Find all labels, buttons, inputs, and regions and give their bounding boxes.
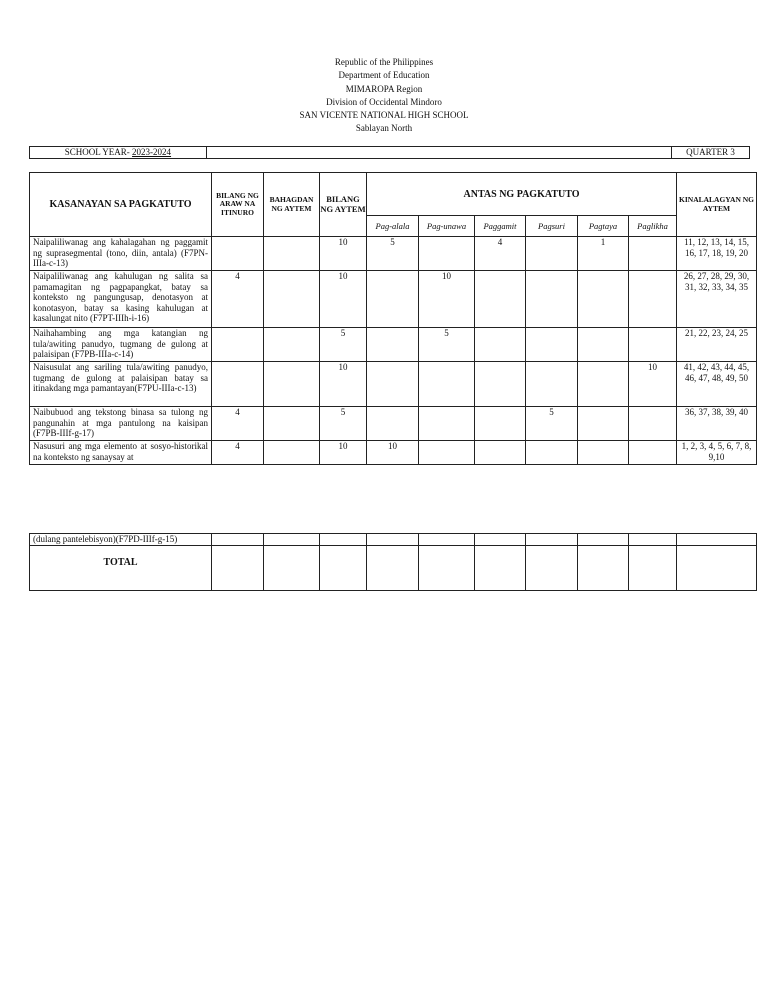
level-cell-pagsuri xyxy=(526,328,578,362)
level-cell-pagtaya xyxy=(578,407,629,441)
empty-cell xyxy=(320,534,367,546)
days-cell: 4 xyxy=(212,441,264,465)
header-line-deped: Department of Education xyxy=(338,70,430,81)
level-cell-pag-alala: 5 xyxy=(367,237,419,271)
level-cell-paglikha xyxy=(629,271,677,328)
level-cell-pag-unawa: 5 xyxy=(419,328,475,362)
items-cell: 5 xyxy=(320,328,367,362)
level-cell-pagsuri xyxy=(526,237,578,271)
level-cell-pagtaya xyxy=(578,362,629,407)
placement-cell: 1, 2, 3, 4, 5, 6, 7, 8, 9,10 xyxy=(677,441,757,465)
level-cell-pagsuri: 5 xyxy=(526,407,578,441)
table-row xyxy=(30,328,757,362)
total-level-cell xyxy=(419,545,475,590)
empty-cell xyxy=(264,534,320,546)
level-cell-paglikha: 10 xyxy=(629,362,677,407)
total-percent-cell xyxy=(264,545,320,590)
level-cell-paggamit xyxy=(475,407,526,441)
level-header-pagtaya: Pagtaya xyxy=(578,216,629,237)
empty-cell xyxy=(212,534,264,546)
empty-cell xyxy=(367,534,419,546)
level-cell-pag-unawa xyxy=(419,441,475,465)
col-header-percent: BAHAGDAN NG AYTEM xyxy=(264,173,320,237)
level-cell-paggamit xyxy=(475,441,526,465)
level-cell-paglikha xyxy=(629,407,677,441)
level-cell-pag-alala: 10 xyxy=(367,441,419,465)
competency-cell: Naihahambing ang mga katangian ng tula/awiting panudyo, tugmang de gulong at palaisipan (F7PB-IIIa-c-14) xyxy=(30,328,212,362)
school-year-label: SCHOOL YEAR- xyxy=(64,147,133,157)
table-continuation xyxy=(29,533,757,591)
empty-cell xyxy=(629,534,677,546)
header-line-republic: Republic of the Philippines xyxy=(334,57,434,67)
level-cell-paggamit xyxy=(475,328,526,362)
level-header-paggamit: Paggamit xyxy=(475,216,526,237)
total-level-cell xyxy=(367,545,419,590)
table-row xyxy=(30,271,757,328)
total-level-cell xyxy=(475,545,526,590)
quarter-cell: QUARTER 3 xyxy=(672,147,750,159)
level-cell-pagsuri xyxy=(526,441,578,465)
school-year-cell xyxy=(30,147,207,159)
table-row xyxy=(30,441,757,465)
table-row xyxy=(30,362,757,407)
percent-cell xyxy=(264,407,320,441)
level-cell-pagsuri xyxy=(526,271,578,328)
percent-cell xyxy=(264,328,320,362)
col-header-antas: ANTAS NG PAGKATUTO xyxy=(367,173,677,216)
level-header-pagsuri: Pagsuri xyxy=(526,216,578,237)
level-cell-pagtaya xyxy=(578,328,629,362)
level-cell-paggamit xyxy=(475,271,526,328)
items-cell: 10 xyxy=(320,362,367,407)
level-cell-paglikha xyxy=(629,237,677,271)
level-cell-pag-alala xyxy=(367,328,419,362)
header-line-school: SAN VICENTE NATIONAL HIGH SCHOOL xyxy=(299,110,469,121)
items-cell: 5 xyxy=(320,407,367,441)
placement-cell: 21, 22, 23, 24, 25 xyxy=(677,328,757,362)
percent-cell xyxy=(264,237,320,271)
total-level-cell xyxy=(578,545,629,590)
table-row xyxy=(30,534,757,546)
empty-cell xyxy=(526,534,578,546)
items-cell: 10 xyxy=(320,271,367,328)
days-cell: 4 xyxy=(212,407,264,441)
header-line-division: Division of Occidental Mindoro xyxy=(326,96,442,107)
days-cell xyxy=(212,328,264,362)
col-header-competency: KASANAYAN SA PAGKATUTO xyxy=(30,173,212,237)
col-header-days: BILANG NG ARAW NA ITINURO xyxy=(212,173,264,237)
competency-cell: Nasusuri ang mga elemento at sosyo-historikal na konteksto ng sanaysay at xyxy=(30,441,212,465)
empty-cell xyxy=(578,534,629,546)
competency-continuation-cell: (dulang pantelebisyon)(F7PD-IIIf-g-15) xyxy=(30,534,212,546)
level-header-pag-unawa: Pag-unawa xyxy=(419,216,475,237)
percent-cell xyxy=(264,271,320,328)
competency-cell: Naisusulat ang sariling tula/awiting panudyo, tugmang de gulong at palaisipan batay sa itinakdang mga pamantayan(F7PU-IIIa-c-13) xyxy=(30,362,212,407)
level-cell-paglikha xyxy=(629,441,677,465)
days-cell xyxy=(212,237,264,271)
document-header xyxy=(0,56,768,136)
total-level-cell xyxy=(629,545,677,590)
percent-cell xyxy=(264,362,320,407)
level-cell-paggamit: 4 xyxy=(475,237,526,271)
level-cell-pag-alala xyxy=(367,407,419,441)
header-line-region: MIMAROPA Region xyxy=(345,83,423,94)
level-cell-paggamit xyxy=(475,362,526,407)
level-cell-pag-unawa xyxy=(419,407,475,441)
empty-cell xyxy=(475,534,526,546)
placement-cell: 36, 37, 38, 39, 40 xyxy=(677,407,757,441)
level-cell-pag-unawa xyxy=(419,237,475,271)
table-of-specification xyxy=(29,172,757,465)
percent-cell xyxy=(264,441,320,465)
competency-cell: Naipaliliwanag ang kahulugan ng salita sa pamamagitan ng pagpapangkat, batay sa konteksto ng pangungusap, denotasyon at konotasyon, batay sa kasing kahulugan at kasalungat nito (F7PT-IIIh-i-16) xyxy=(30,271,212,328)
school-year-blank-cell xyxy=(206,147,671,159)
level-cell-paglikha xyxy=(629,328,677,362)
school-year-value: 2023-2024 xyxy=(132,147,172,157)
total-days-cell xyxy=(212,545,264,590)
total-placement-cell xyxy=(677,545,757,590)
table-row xyxy=(30,237,757,271)
items-cell: 10 xyxy=(320,441,367,465)
col-header-items: BILANG NG AYTEM xyxy=(320,173,367,237)
school-year-bar xyxy=(29,146,750,159)
empty-cell xyxy=(419,534,475,546)
level-cell-pag-alala xyxy=(367,271,419,328)
days-cell: 4 xyxy=(212,271,264,328)
total-label: TOTAL xyxy=(30,545,212,590)
items-cell: 10 xyxy=(320,237,367,271)
level-cell-pagtaya xyxy=(578,271,629,328)
level-cell-pagtaya xyxy=(578,441,629,465)
level-cell-pag-unawa: 10 xyxy=(419,271,475,328)
competency-cell: Naibubuod ang tekstong binasa sa tulong ng pangunahin at mga pantulong na kaisipan (F7PB-IIIf-g-17) xyxy=(30,407,212,441)
competency-cell: Naipaliliwanag ang kahalagahan ng paggamit ng suprasegmental (tono, diin, antala) (F7PN-IIIa-c-13) xyxy=(30,237,212,271)
level-cell-pag-alala xyxy=(367,362,419,407)
days-cell xyxy=(212,362,264,407)
total-items-cell xyxy=(320,545,367,590)
level-cell-pag-unawa xyxy=(419,362,475,407)
placement-cell: 26, 27, 28, 29, 30, 31, 32, 33, 34, 35 xyxy=(677,271,757,328)
placement-cell: 41, 42, 43, 44, 45, 46, 47, 48, 49, 50 xyxy=(677,362,757,407)
col-header-placement: KINALALAGYAN NG AYTEM xyxy=(677,173,757,237)
total-level-cell xyxy=(526,545,578,590)
level-header-paglikha: Paglikha xyxy=(629,216,677,237)
level-cell-pagtaya: 1 xyxy=(578,237,629,271)
empty-cell xyxy=(677,534,757,546)
level-header-pag-alala: Pag-alala xyxy=(367,216,419,237)
total-row xyxy=(30,545,757,590)
placement-cell: 11, 12, 13, 14, 15, 16, 17, 18, 19, 20 xyxy=(677,237,757,271)
level-cell-pagsuri xyxy=(526,362,578,407)
header-line-district: Sablayan North xyxy=(355,123,413,134)
table-row xyxy=(30,407,757,441)
